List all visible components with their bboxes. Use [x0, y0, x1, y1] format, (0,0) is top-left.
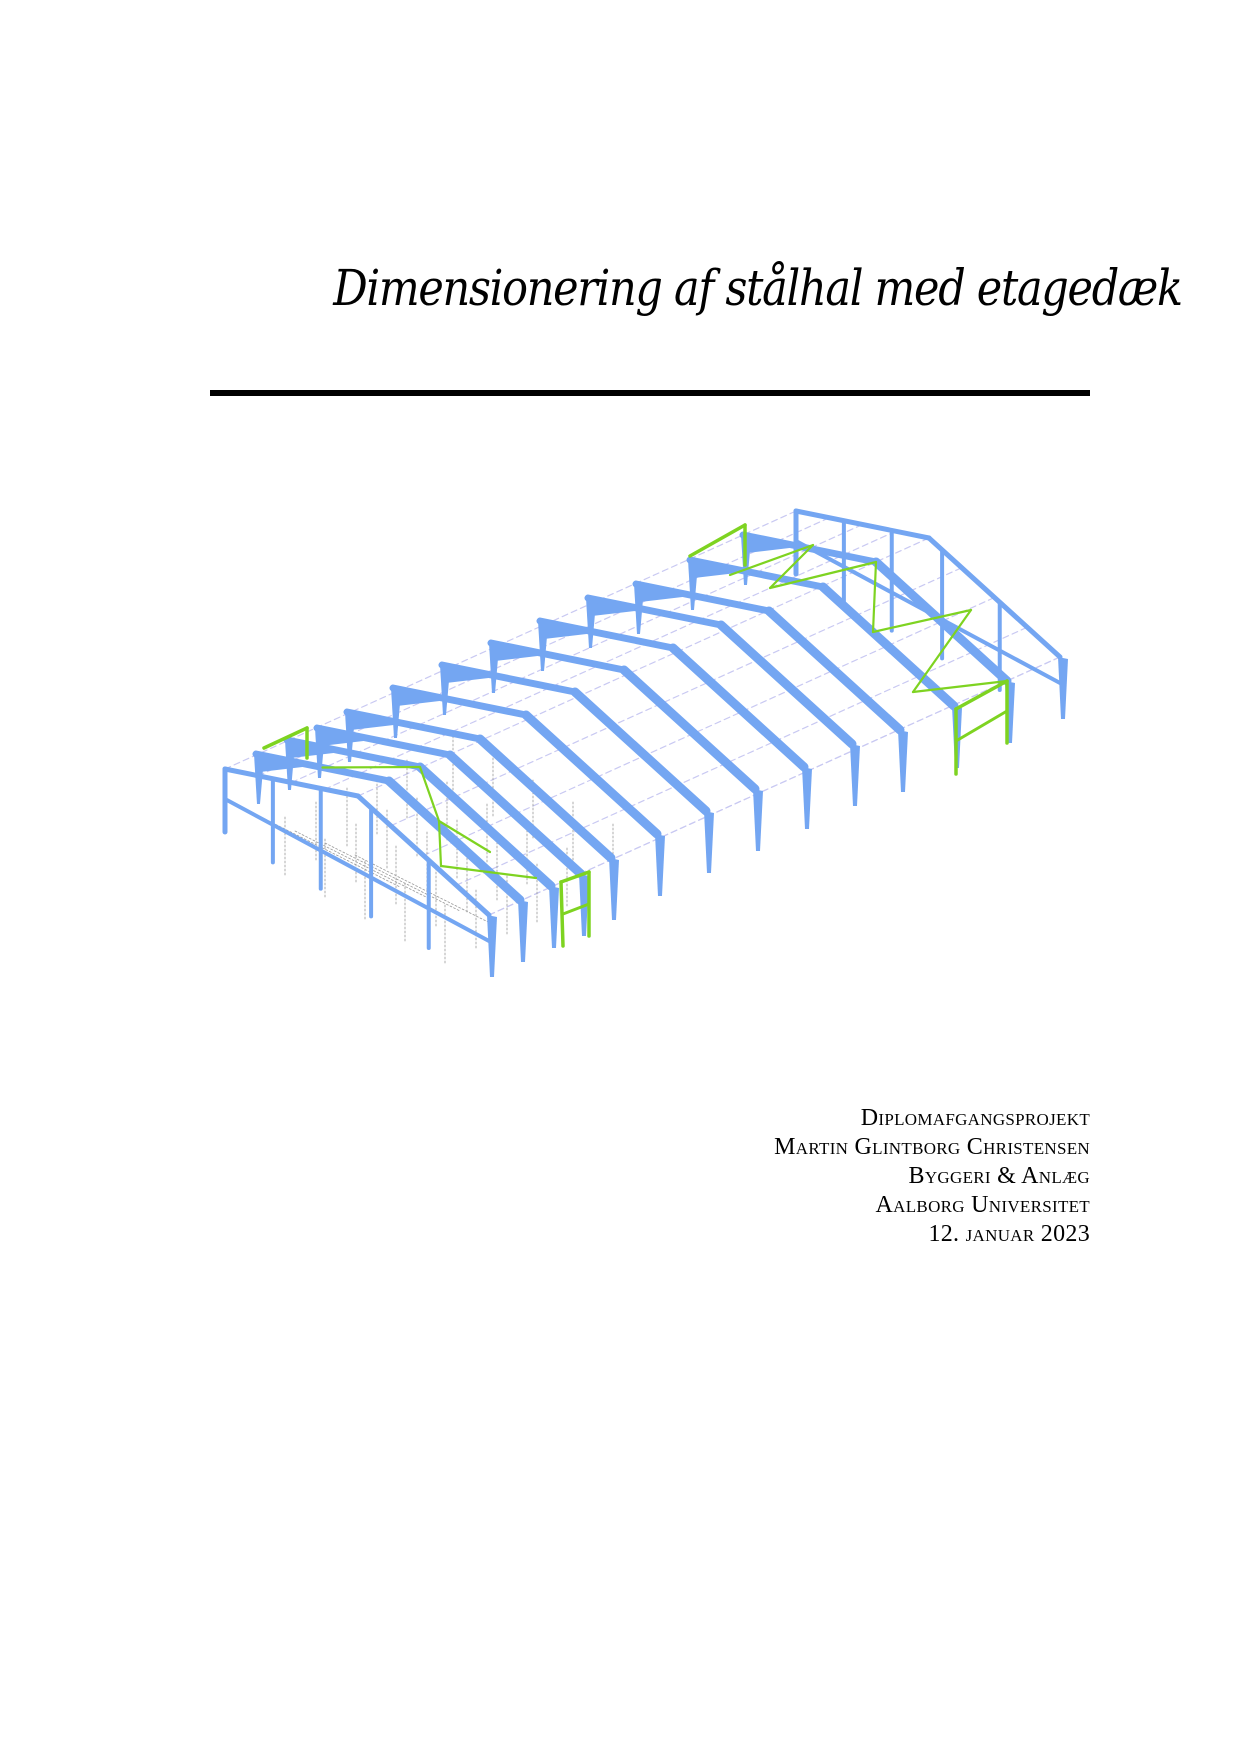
title-rule	[210, 390, 1090, 396]
study-program: Byggeri & Anlæg	[908, 1163, 1090, 1189]
steel-hall-figure	[210, 490, 1090, 990]
frame-rafter-right	[823, 587, 954, 706]
purlin-line	[325, 531, 896, 789]
frame-rafter-left	[796, 511, 929, 538]
frame-rafter-right	[721, 625, 852, 744]
university-name: Aalborg Universitet	[875, 1192, 1090, 1218]
frame-column-right	[753, 789, 763, 851]
frame-rafter-right	[673, 648, 804, 767]
wind-bracing	[956, 711, 1007, 741]
document-title: Dimensionering af stålhal med etagedæk	[333, 259, 1182, 317]
frame-column-right	[704, 811, 714, 873]
project-type: Diplomafgangsprojekt	[860, 1105, 1090, 1131]
frame-rafter-right	[526, 715, 657, 834]
purlin-line	[225, 511, 796, 769]
frame-column-right	[850, 744, 860, 806]
frame-rafter-right	[929, 538, 1060, 657]
frame-rafter-right	[769, 611, 900, 730]
frame-rafter-right	[575, 692, 706, 811]
frame-column-right	[549, 886, 559, 948]
wind-bracing	[323, 767, 421, 768]
document-date: 12. januar 2023	[928, 1221, 1090, 1247]
cover-meta-block	[774, 1104, 1090, 1249]
frame-column-right	[609, 858, 619, 920]
frame-column-right	[655, 834, 665, 896]
author-name: Martin Glintborg Christensen	[774, 1134, 1090, 1160]
frame-rafter-right	[624, 670, 755, 789]
frame-column-right	[518, 900, 528, 962]
steel-hall-3d-model	[210, 490, 1090, 990]
floor-grid-line	[355, 855, 490, 923]
gable-beam	[225, 799, 489, 941]
wind-bracing	[690, 525, 745, 556]
wind-bracing	[873, 562, 876, 632]
frame-column-right	[1058, 657, 1068, 719]
frame-column-right	[802, 767, 812, 829]
frame-column-right	[487, 915, 497, 977]
frame-column-right	[898, 730, 908, 792]
